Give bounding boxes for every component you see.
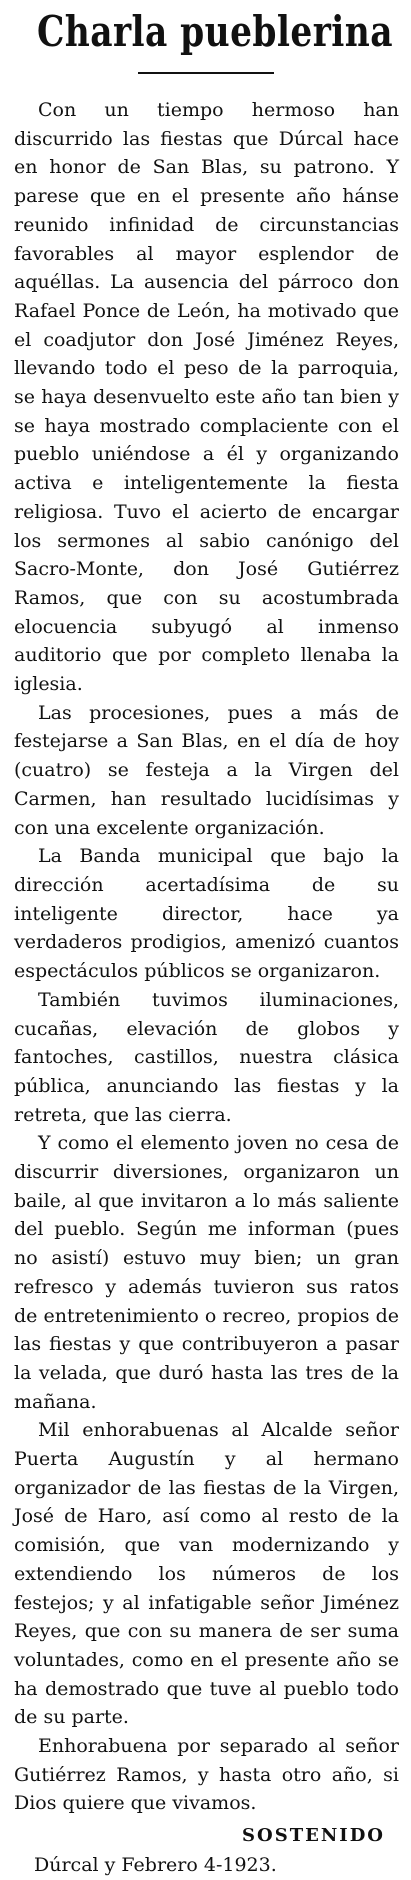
paragraph: Las procesiones, pues a más de festejarse a San Blas, en el día de hoy (cuatro) se festeja a la Virgen del Carmen, han resultado lucidísimas y con una excelente organización. — [14, 701, 399, 839]
paragraph: Y como el elemento joven no cesa de discurrir diversiones, organizaron un baile, al que invitaron a lo más saliente del pueblo. Según me informan (pues no asistí) estuvo muy bien; un gran refresco y además tuvieron sus ratos de entretenimiento o recreo, propios de las fiestas y que contribuyeron a pasar la velada, que duró hasta las tres de la mañana. — [14, 1132, 399, 1413]
paragraph: Mil enhorabuenas al Alcalde señor Puerta Augustín y al hermano organizador de las fiestas de la Virgen, José de Haro, así como al resto de la comisión, que van modernizando y extendiendo los números de los festejos; y al infatigable señor Jiménez Reyes, que con su manera de ser suma voluntades, como en el presente año se ha demostrado que tuve al pueblo todo de su parte. — [14, 1419, 399, 1729]
author-signature: SOSTENIDO — [242, 1825, 385, 1847]
article-title: Charla pueblerina — [36, 7, 393, 56]
dateline: Dúrcal y Febrero 4-1923. — [34, 1853, 277, 1876]
title-divider — [138, 72, 274, 74]
article-body — [14, 96, 399, 1880]
paragraph: Enhorabuena por separado al señor Gutiérrez Ramos, y hasta otro año, si Dios quiere que vivamos. — [14, 1735, 399, 1815]
paragraph: También tuvimos iluminaciones, cucañas, elevación de globos y fantoches, castillos, nuestra clásica pública, anunciando las fiestas y la retreta, que las cierra. — [14, 988, 399, 1126]
paragraph: Con un tiempo hermoso han discurrido las fiestas que Dúrcal hace en honor de San Blas, su patrono. Y parese que en el presente año hánse reunido infinidad de circunstancias favorables al mayor esplendor de aquéllas. La ausencia del párroco don Rafael Ponce de León, ha motivado que el coadjutor don José Jiménez Reyes, llevando todo el peso de la parroquia, se haya desenvuelto este año tan bien y se haya mostrado complaciente con el pueblo uniéndose a él y organizando activa e inteligentemente la fiesta religiosa. Tuvo el acierto de encargar los sermones al sabio canónigo del Sacro-Monte, don José Gutiérrez Ramos, que con su acostumbrada elocuencia subyugó al inmenso auditorio que por completo llenaba la iglesia. — [14, 99, 399, 696]
paragraph: La Banda municipal que bajo la dirección acertadísima de su inteligente director, hace ya verdaderos prodigios, amenizó cuantos espectáculos públicos se organizaron. — [14, 845, 399, 983]
